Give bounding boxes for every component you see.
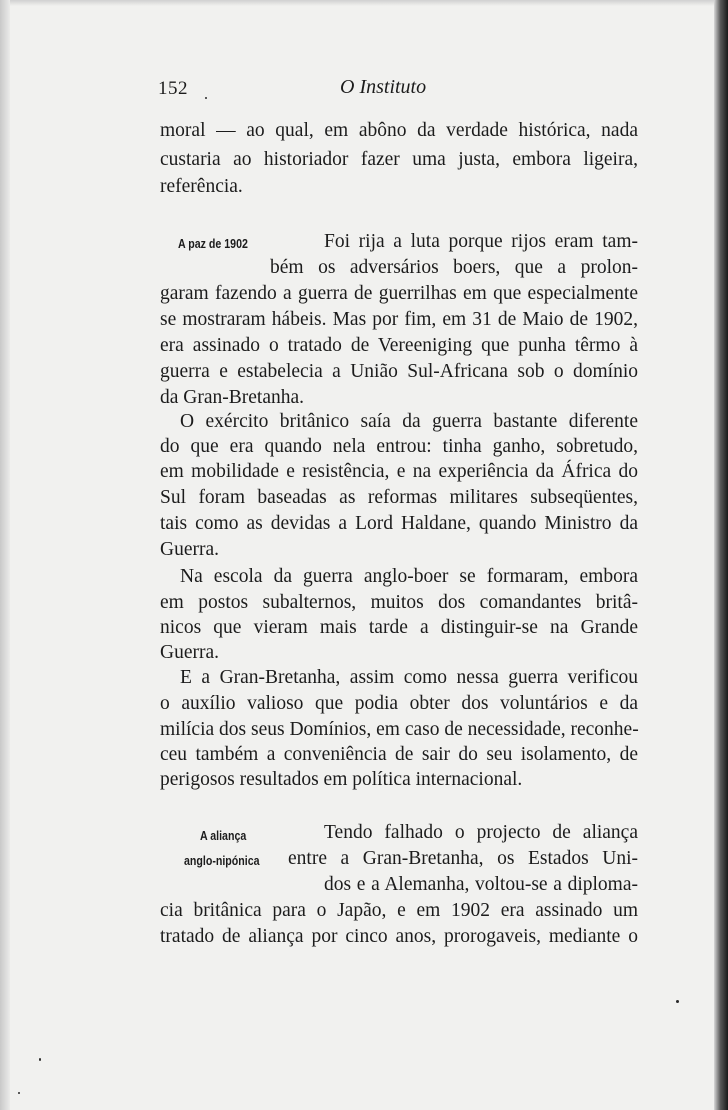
margin-title-paz-1902: A paz de 1902: [178, 237, 248, 251]
scan-speck: [39, 1058, 41, 1061]
text-line: milícia dos seus Domínios, em caso de necessidade, reconhe-: [160, 719, 639, 740]
text-line: entre a Gran-Bretanha, os Estados Uni-: [288, 848, 638, 869]
text-line: perigosos resultados em política internacional.: [160, 769, 523, 790]
text-line: em mobilidade e resistência, e na experiência da África do: [160, 461, 638, 482]
text-line: Guerra.: [160, 642, 220, 663]
text-line: do que era quando nela entrou: tinha ganho, sobretudo,: [160, 436, 638, 457]
text-line: Na escola da guerra anglo-boer se formaram, embora: [180, 566, 638, 587]
text-line: Tendo falhado o projecto de aliança: [324, 822, 638, 843]
text-line: o auxílio valioso que podia obter dos voluntários e da: [160, 693, 638, 714]
running-title: O Instituto: [340, 76, 427, 98]
text-line: dos e a Alemanha, voltou-se a diploma-: [324, 874, 638, 895]
text-line: bém os adversários boers, que a prolon-: [270, 257, 638, 278]
text-line: Guerra.: [160, 539, 220, 560]
text-line: cia britânica para o Japão, e em 1902 era assinado um: [160, 900, 638, 921]
page-number: 152: [158, 78, 188, 99]
scan-speck: [205, 97, 207, 99]
text-line: O exército britânico saía da guerra bastante diferente: [180, 411, 638, 432]
text-line: da Gran-Bretanha.: [160, 387, 305, 408]
text-line: moral — ao qual, em abôno da verdade histórica, nada: [160, 120, 638, 141]
text-line: Foi rija a luta porque rijos eram tam-: [324, 231, 638, 252]
scan-speck: [676, 1000, 679, 1003]
margin-title-alianca: A aliança: [200, 829, 247, 843]
scan-right-edge: [714, 0, 728, 1110]
scan-left-shadow: [0, 0, 10, 1110]
text-line: nicos que vieram mais tarde a distinguir-se na Grande: [160, 617, 638, 638]
text-line: tratado de aliança por cinco anos, prorogaveis, mediante o: [160, 926, 638, 947]
text-line: Sul foram baseadas as reformas militares subseqüentes,: [160, 487, 638, 508]
text-line: guerra e estabelecia a União Sul-Africana sob o domínio: [160, 361, 638, 382]
text-line: custaria ao historiador fazer uma justa, embora ligeira,: [160, 149, 638, 170]
text-line: E a Gran-Bretanha, assim como nessa guerra verificou: [180, 667, 638, 688]
text-line: ceu também a conveniência de sair do seu isolamento, de: [160, 744, 638, 765]
text-line: garam fazendo a guerra de guerrilhas em que especialmente: [160, 283, 638, 304]
text-line: se mostraram hábeis. Mas por fim, em 31 de Maio de 1902,: [160, 309, 638, 330]
margin-title-anglo-niponica: anglo-nipónica: [184, 854, 260, 868]
scan-top-shadow: [0, 0, 728, 6]
text-line: tais como as devidas a Lord Haldane, quando Ministro da: [160, 513, 638, 534]
text-line: em postos subalternos, muitos dos comandantes britâ-: [160, 592, 638, 613]
text-line: referência.: [160, 176, 243, 197]
scan-speck: [18, 1092, 20, 1094]
text-line: era assinado o tratado de Vereeniging que punha têrmo à: [160, 335, 638, 356]
